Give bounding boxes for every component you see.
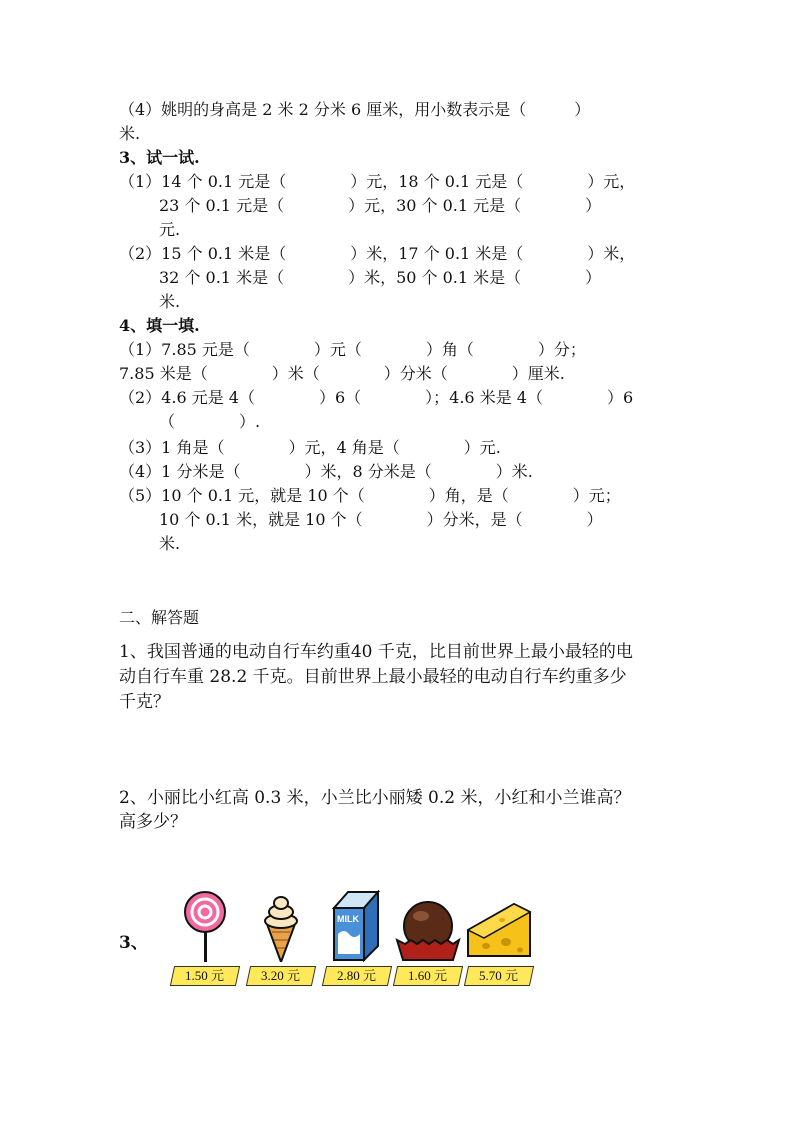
price-text: 2.80 元: [337, 968, 377, 983]
item-cheese: [464, 890, 534, 990]
q1-4-line1: （4）姚明的身高是 2 米 2 分米 6 厘米，用小数表示是（ ）: [119, 100, 591, 119]
q4-1-line2: 7.85 米是（ ）米（ ）分米（ ）厘米.: [119, 364, 565, 383]
price-text: 5.70 元: [479, 968, 519, 983]
item-cupcake: [393, 890, 463, 990]
q4-3: （3）1 角是（ ）元，4 角是（ ）元.: [119, 438, 501, 457]
cheese-icon: [464, 890, 534, 962]
q4-5-line2: 10 个 0.1 米，就是 10 个（ ）分米，是（ ）: [159, 510, 603, 529]
section-title: 二、解答题: [119, 608, 200, 627]
price-tag: [393, 966, 463, 986]
item-ice-cream: [246, 890, 316, 990]
q4-4: （4）1 分米是（ ）米，8 分米是（ ）米.: [119, 462, 533, 481]
q4-title: 4、填一填.: [119, 316, 200, 335]
price-text: 3.20 元: [261, 968, 301, 983]
q3-title: 3、试一试.: [119, 148, 200, 167]
problem2-line2: 高多少？: [119, 812, 187, 832]
problem1-line1: 1、我国普通的电动自行车约重40 千克，比目前世界上最小最轻的电: [119, 642, 633, 662]
item-milk: [322, 890, 392, 990]
q3-1-line3: 元.: [159, 220, 181, 239]
problem2-line1: 2、小丽比小红高 0.3 米，小兰比小丽矮 0.2 米，小红和小兰谁高？: [119, 788, 631, 808]
q3-2-line2: 32 个 0.1 米是（ ）米，50 个 0.1 米是（ ）: [159, 268, 602, 287]
lollipop-icon: [170, 890, 240, 962]
q3-2-line3: 米.: [159, 292, 181, 311]
q1-4-line2: 米.: [119, 124, 141, 143]
price-tag: [464, 966, 534, 986]
q3-1-line1: （1）14 个 0.1 元是（ ）元，18 个 0.1 元是（ ）元，: [119, 172, 636, 191]
problem3-label: 3、: [119, 933, 148, 953]
item-lollipop: [170, 890, 240, 990]
q3-2-line1: （2）15 个 0.1 米是（ ）米，17 个 0.1 米是（ ）米，: [119, 244, 636, 263]
price-tag: [170, 966, 240, 986]
problem1-line2: 动自行车重 28.2 千克。目前世界上最小最轻的电动自行车约重多少: [119, 667, 627, 687]
price-tag: [322, 966, 392, 986]
price-text: 1.60 元: [408, 968, 448, 983]
q4-2-line2: （ ）.: [159, 412, 261, 431]
price-items: [170, 890, 550, 990]
price-tag: [246, 966, 316, 986]
q4-2-line1: （2）4.6 元是 4（ ）6（ ）；4.6 米是 4（ ）6: [119, 388, 634, 407]
q3-1-line2: 23 个 0.1 元是（ ）元，30 个 0.1 元是（ ）: [159, 196, 602, 215]
chocolate-cupcake-icon: [393, 890, 463, 962]
ice-cream-icon: [246, 890, 316, 962]
milk-label: MILK: [337, 914, 359, 924]
problem1-line3: 千克？: [119, 692, 170, 712]
q4-5-line3: 米.: [159, 534, 181, 553]
milk-carton-icon: [322, 890, 392, 962]
q4-5-line1: （5）10 个 0.1 元，就是 10 个（ ）角，是（ ）元；: [119, 486, 621, 505]
price-text: 1.50 元: [185, 968, 225, 983]
q4-1-line1: （1）7.85 元是（ ）元（ ）角（ ）分；: [119, 340, 586, 359]
